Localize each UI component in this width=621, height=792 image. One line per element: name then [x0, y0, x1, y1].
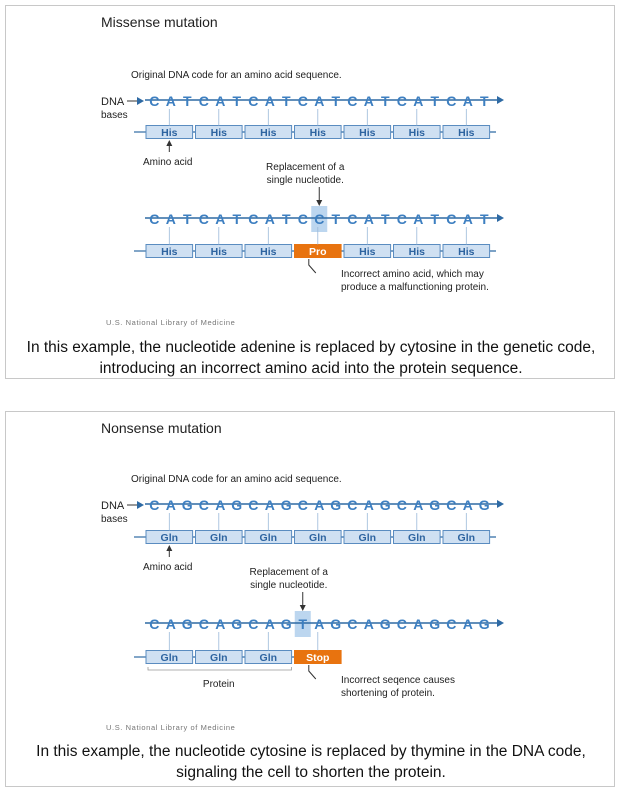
dna-pointer-arrow — [137, 97, 144, 105]
dna-base: A — [413, 497, 424, 513]
amino-acid-name: Gln — [309, 532, 327, 544]
dna-base: C — [446, 616, 457, 632]
dna-strand-arrow — [497, 96, 504, 104]
amino-acid-name: His — [260, 127, 277, 139]
dna-base: A — [165, 93, 176, 109]
dna-base: C — [198, 497, 209, 513]
dna-base: C — [198, 93, 209, 109]
amino-acid-name: His — [458, 127, 475, 139]
replacement-label: single nucleotide. — [266, 175, 344, 186]
mutated-strand-arrow — [497, 619, 504, 627]
dna-base: G — [379, 616, 391, 632]
dna-base: A — [165, 616, 176, 632]
replacement-pointer-arrow — [316, 200, 322, 206]
dna-base: T — [430, 93, 440, 109]
amino-acid-name: His — [458, 246, 475, 258]
protein-bracket — [148, 667, 292, 670]
amino-acid-name: Gln — [160, 652, 179, 664]
dna-base: C — [297, 93, 308, 109]
dna-base: C — [347, 497, 358, 513]
dna-base: C — [396, 616, 407, 632]
effect-label: shortening of protein. — [341, 688, 435, 699]
amino-acid-name: Gln — [408, 532, 426, 544]
amino-acid-name: Gln — [457, 532, 476, 544]
dna-base: A — [314, 497, 325, 513]
dna-label: DNA — [101, 96, 125, 108]
nonsense-panel — [5, 411, 615, 787]
dna-base: A — [264, 211, 275, 227]
dna-base: T — [331, 93, 341, 109]
replacement-label: single nucleotide. — [250, 580, 328, 591]
nonsense-diagram — [6, 412, 614, 742]
amino-acid-name: His — [309, 127, 326, 139]
dna-base: G — [181, 616, 193, 632]
amino-acid-name: His — [161, 127, 178, 139]
dna-base: G — [231, 616, 243, 632]
dna-base: A — [462, 616, 473, 632]
dna-base: G — [429, 497, 441, 513]
dna-base: T — [182, 211, 192, 227]
dna-base: G — [429, 616, 441, 632]
dna-base: C — [248, 497, 259, 513]
dna-base: C — [446, 93, 457, 109]
dna-base: C — [446, 497, 457, 513]
amino-pointer-arrow — [166, 545, 172, 551]
dna-base: C — [248, 93, 259, 109]
amino-acid-label: Amino acid — [143, 157, 193, 168]
caption: In this example, the nucleotide adenine is replaced by cytosine in the genetic code, introducing an incorrect amino acid into the protein sequence. — [26, 339, 596, 377]
amino-acid-name: Gln — [259, 532, 278, 544]
effect-label: Incorrect amino acid, which may — [341, 269, 484, 280]
dna-base: A — [363, 93, 374, 109]
credit-text: U.S. National Library of Medicine — [106, 318, 236, 327]
effect-pointer-line — [309, 259, 316, 273]
dna-base: A — [215, 211, 226, 227]
bases-label: bases — [101, 110, 128, 121]
dna-base: T — [232, 211, 242, 227]
amino-acid-label: Amino acid — [143, 562, 193, 573]
amino-acid-name: Gln — [210, 532, 228, 544]
original-label: Original DNA code for an amino acid sequence. — [131, 70, 342, 81]
dna-base: A — [215, 616, 226, 632]
dna-base: C — [149, 616, 160, 632]
dna-base: G — [181, 497, 193, 513]
amino-acid-name: His — [210, 127, 227, 139]
dna-base: C — [446, 211, 457, 227]
dna-base: A — [165, 497, 176, 513]
dna-base: C — [347, 93, 358, 109]
dna-base: C — [347, 211, 358, 227]
amino-acid-name: His — [359, 246, 376, 258]
dna-base: A — [462, 497, 473, 513]
dna-strand-arrow — [497, 500, 504, 508]
dna-base: G — [478, 616, 490, 632]
amino-acid-name: His — [359, 127, 376, 139]
dna-base: A — [462, 211, 473, 227]
dna-base: C — [347, 616, 358, 632]
bases-label: bases — [101, 514, 128, 525]
dna-pointer-arrow — [137, 501, 144, 509]
amino-acid-name: His — [161, 246, 178, 258]
dna-base: T — [479, 211, 489, 227]
mutated-base: C — [314, 211, 325, 227]
replacement-pointer-arrow — [300, 605, 306, 611]
dna-base: A — [264, 616, 275, 632]
dna-base: T — [430, 211, 440, 227]
replacement-label: Replacement of a — [249, 567, 328, 578]
dna-base: G — [379, 497, 391, 513]
dna-base: T — [182, 93, 192, 109]
mutant-amino-label: Pro — [309, 246, 327, 258]
dna-base: A — [363, 616, 374, 632]
dna-base: T — [232, 93, 242, 109]
dna-base: T — [331, 211, 341, 227]
amino-acid-name: His — [408, 246, 425, 258]
amino-acid-name: Gln — [210, 652, 228, 664]
dna-base: G — [330, 616, 342, 632]
amino-acid-name: His — [260, 246, 277, 258]
missense-diagram — [6, 6, 614, 336]
dna-base: A — [363, 497, 374, 513]
amino-acid-name: Gln — [358, 532, 377, 544]
dna-base: G — [280, 497, 292, 513]
dna-base: A — [165, 211, 176, 227]
dna-base: G — [231, 497, 243, 513]
dna-base: C — [149, 93, 160, 109]
dna-base: C — [149, 497, 160, 513]
dna-base: C — [396, 211, 407, 227]
amino-acid-name: Gln — [259, 652, 278, 664]
dna-base: A — [264, 93, 275, 109]
dna-base: A — [413, 93, 424, 109]
dna-label: DNA — [101, 500, 125, 512]
dna-base: C — [198, 616, 209, 632]
mutated-base: T — [298, 616, 308, 632]
original-label: Original DNA code for an amino acid sequence. — [131, 474, 342, 485]
dna-base: A — [215, 497, 226, 513]
dna-base: G — [478, 497, 490, 513]
dna-base: C — [396, 93, 407, 109]
dna-base: A — [363, 211, 374, 227]
amino-acid-name: His — [210, 246, 227, 258]
dna-base: T — [380, 211, 390, 227]
mutant-amino-label: Stop — [306, 652, 330, 664]
dna-base: G — [330, 497, 342, 513]
effect-label: Incorrect seqence causes — [341, 675, 455, 686]
dna-base: G — [280, 616, 292, 632]
dna-base: A — [413, 616, 424, 632]
replacement-label: Replacement of a — [266, 162, 345, 173]
dna-base: C — [248, 616, 259, 632]
dna-base: T — [281, 93, 291, 109]
effect-pointer-line — [309, 665, 316, 679]
dna-base: C — [248, 211, 259, 227]
missense-panel — [5, 5, 615, 379]
panel-title: Missense mutation — [101, 14, 218, 30]
effect-label: produce a malfunctioning protein. — [341, 282, 489, 293]
amino-acid-name: Gln — [160, 532, 179, 544]
dna-base: T — [380, 93, 390, 109]
dna-base: C — [396, 497, 407, 513]
mutated-strand-arrow — [497, 214, 504, 222]
dna-base: A — [462, 93, 473, 109]
dna-base: T — [281, 211, 291, 227]
credit-text: U.S. National Library of Medicine — [106, 723, 236, 732]
dna-base: C — [297, 497, 308, 513]
dna-base: A — [314, 93, 325, 109]
dna-base: C — [149, 211, 160, 227]
dna-base: A — [215, 93, 226, 109]
dna-base: A — [413, 211, 424, 227]
dna-base: C — [297, 211, 308, 227]
dna-base: T — [479, 93, 489, 109]
dna-base: A — [314, 616, 325, 632]
amino-acid-name: His — [408, 127, 425, 139]
amino-pointer-arrow — [166, 140, 172, 146]
protein-label: Protein — [202, 679, 235, 690]
dna-base: C — [198, 211, 209, 227]
panel-title: Nonsense mutation — [101, 420, 222, 436]
dna-base: A — [264, 497, 275, 513]
caption: In this example, the nucleotide cytosine is replaced by thymine in the DNA code, signaling the cell to shorten the protein. — [36, 743, 586, 781]
